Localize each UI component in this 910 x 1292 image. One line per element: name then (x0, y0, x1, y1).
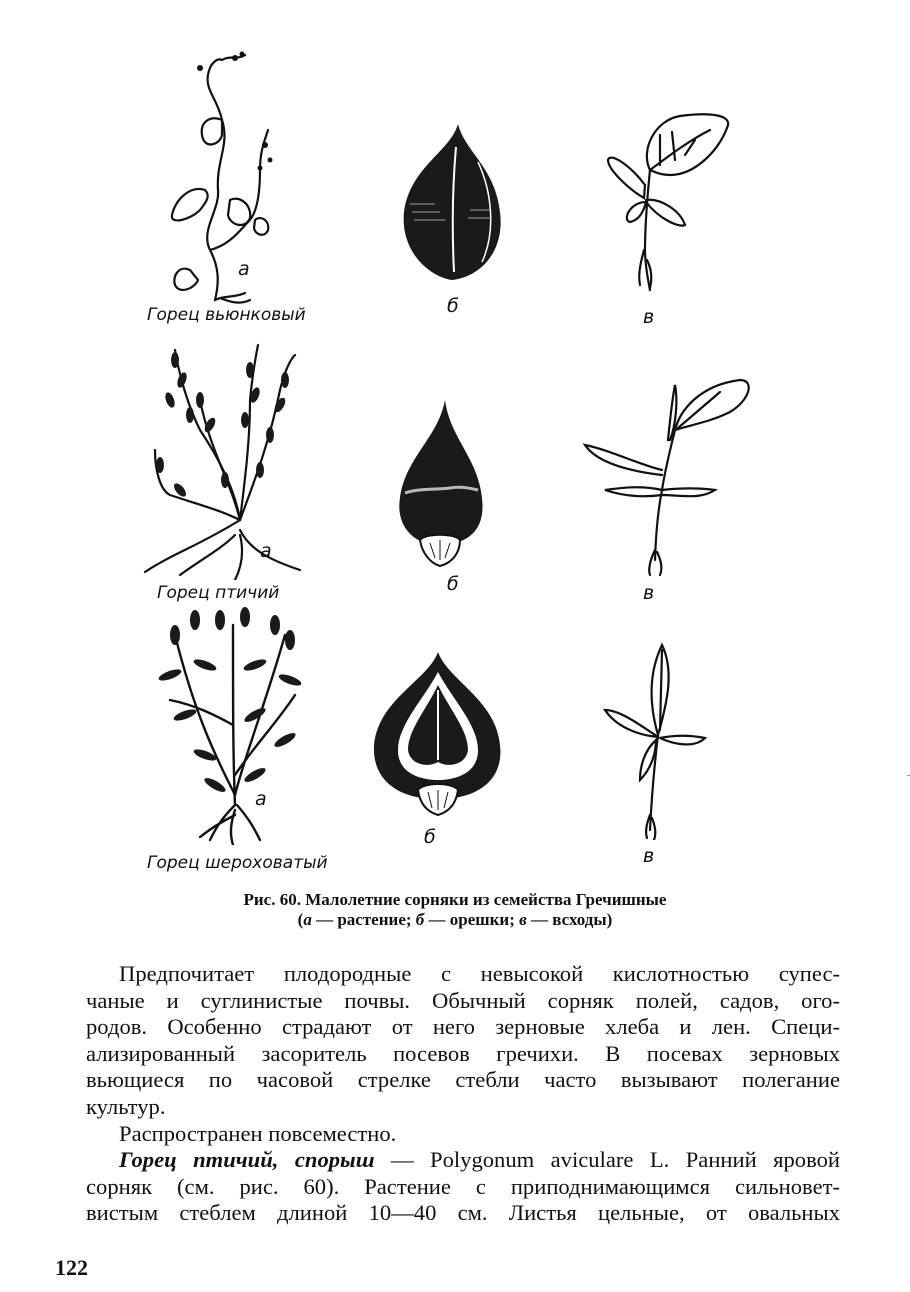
legend-letter-a: а (303, 910, 312, 929)
species-label-bindweed: Горец вьюнковый (147, 305, 306, 325)
plant-letter: а (255, 788, 267, 810)
knotgrass-plant-icon (140, 340, 310, 580)
seedling-icon (600, 110, 740, 300)
seedling-icon (600, 640, 710, 840)
nut-icon (390, 398, 490, 573)
bindweed-plant-icon (160, 50, 310, 310)
plant-drawing-bindweed (160, 50, 310, 310)
nut-letter: б (447, 295, 459, 317)
plant-letter: а (260, 540, 272, 562)
page-number: 122 (55, 1255, 88, 1280)
seedling-drawing-bindweed (600, 110, 740, 300)
nut-letter: б (447, 573, 459, 595)
nut-icon (368, 650, 508, 825)
species-label-pale-persicaria: Горец шероховатый (147, 853, 328, 873)
paragraph-knotgrass: Горец птичий, спорыш — Polygonum aviculare L. Ранний яровой сорняк (см. рис. 60). Растение с приподнимающимся сильновет- вистым стеблем длиной 10—40 см. Листья цельные, от овальных (86, 1147, 841, 1226)
seedling-letter: в (643, 306, 655, 328)
paragraph-distribution: Распространен повсеместно. (119, 1120, 397, 1146)
pale-persicaria-plant-icon (145, 605, 315, 845)
seedling-drawing-pale-persicaria (600, 640, 710, 840)
nut-drawing-pale-persicaria (368, 650, 508, 825)
paragraph-soil-preference: Предпочитает плодородные с невысокой кислотностью супес- чаные и суглинистые почвы. Обычный сорняк полей, садов, ого- родов. Особенно страдают от него зерновые хлеба и лен. Специ- ализированный засоритель посевов гречихи. В посевах зерновых вьющиеся по часовой стрелке стебли часто вызывают полегание культур. (86, 961, 840, 1119)
figure-caption (0, 890, 910, 930)
plant-drawing-knotgrass (140, 340, 310, 580)
legend-letter-v: в (519, 910, 527, 929)
nut-icon (390, 122, 510, 282)
caption-title: Рис. 60. Малолетние сорняки из семейства Гречишные (243, 890, 667, 909)
body-text (86, 961, 840, 1227)
seedling-drawing-knotgrass (570, 370, 770, 580)
species-term: Горец птичий, спорыш (119, 1147, 375, 1173)
plant-letter: а (238, 258, 250, 280)
seedling-letter: в (643, 845, 655, 867)
plant-drawing-pale-persicaria (145, 605, 315, 845)
seedling-letter: в (643, 582, 655, 604)
nut-letter: б (424, 826, 436, 848)
nut-drawing-bindweed (390, 122, 510, 282)
nut-drawing-knotgrass (390, 398, 490, 573)
legend-letter-b: б (415, 910, 425, 929)
species-label-knotgrass: Горец птичий (157, 583, 280, 603)
caption-legend: (а — растение; б — орешки; в — всходы) (297, 910, 613, 929)
seedling-icon (570, 370, 770, 580)
